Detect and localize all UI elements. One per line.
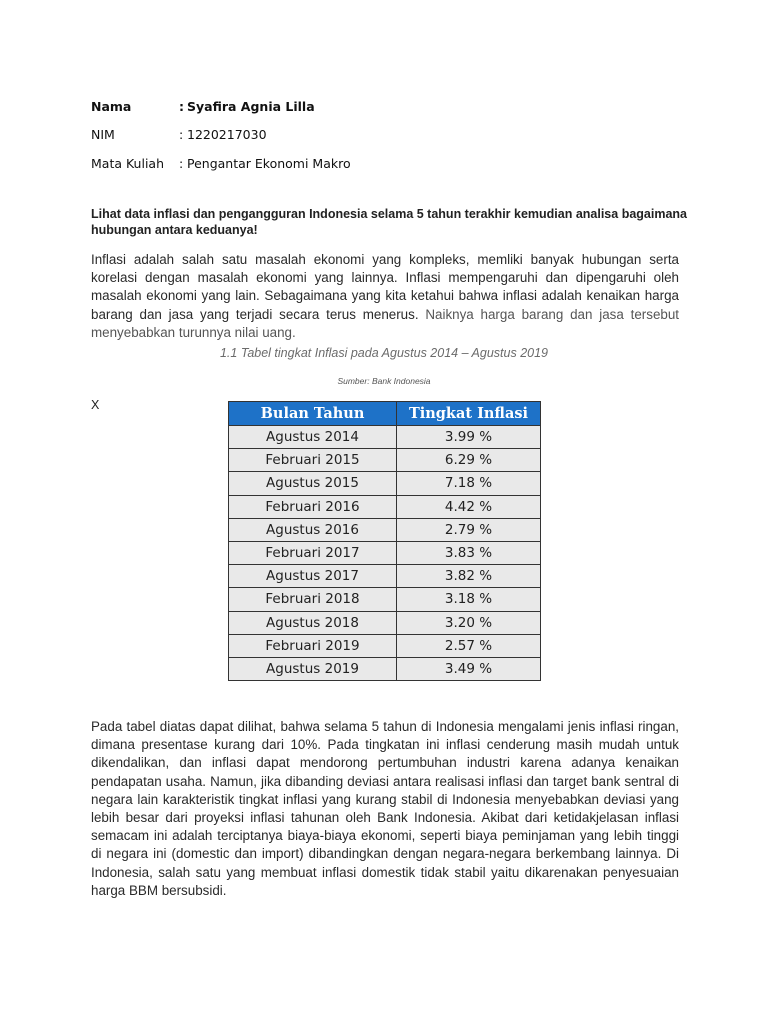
table-row	[229, 611, 541, 634]
identity-value: Pengantar Ekonomi Makro	[187, 155, 351, 171]
table-row	[229, 634, 541, 657]
identity-label: Mata Kuliah	[91, 155, 165, 171]
identity-separator: :	[179, 127, 184, 143]
cell-rate: 2.57 %	[397, 634, 541, 657]
cell-rate: 3.99 %	[397, 426, 541, 449]
identity-row-name	[91, 92, 351, 121]
cell-rate: 3.82 %	[397, 565, 541, 588]
table-row	[229, 495, 541, 518]
cell-rate: 3.20 %	[397, 611, 541, 634]
cell-rate: 6.29 %	[397, 449, 541, 472]
cell-period: Agustus 2016	[229, 518, 397, 541]
cell-period: Februari 2018	[229, 588, 397, 611]
identity-block	[91, 92, 351, 178]
table-row	[229, 565, 541, 588]
cell-period: Agustus 2019	[229, 657, 397, 680]
assignment-question: Lihat data inflasi dan pengangguran Indonesia selama 5 tahun terakhir kemudian analisa bagaimana hubungan antara keduanya!	[91, 207, 687, 237]
table-caption: 1.1 Tabel tingkat Inflasi pada Agustus 2014 – Agustus 2019	[219, 346, 548, 360]
table-header-row	[229, 402, 541, 426]
identity-label: NIM	[91, 127, 115, 143]
cell-period: Agustus 2015	[229, 472, 397, 495]
cell-rate: 3.49 %	[397, 657, 541, 680]
cell-period: Agustus 2017	[229, 565, 397, 588]
table-source: Sumber: Bank Indonesia	[337, 376, 431, 386]
table-row	[229, 657, 541, 680]
stray-marker: X	[91, 398, 100, 412]
cell-rate: 3.83 %	[397, 541, 541, 564]
inflation-table	[228, 401, 541, 681]
cell-period: Februari 2016	[229, 495, 397, 518]
identity-value: Syafira Agnia Lilla	[187, 98, 315, 114]
cell-period: Agustus 2014	[229, 426, 397, 449]
identity-value: 1220217030	[187, 127, 267, 143]
identity-separator: :	[179, 155, 184, 171]
header-month-year: Bulan Tahun	[229, 402, 397, 426]
cell-rate: 3.18 %	[397, 588, 541, 611]
table-row	[229, 426, 541, 449]
identity-row-nim	[91, 121, 351, 150]
cell-period: Februari 2017	[229, 541, 397, 564]
table-row	[229, 472, 541, 495]
cell-period: Februari 2015	[229, 449, 397, 472]
table-row	[229, 449, 541, 472]
intro-paragraph-tail: Naiknya harga barang dan jasa tersebut menyebabkan turunnya nilai uang.	[91, 306, 679, 340]
intro-paragraph-main: Inflasi adalah salah satu masalah ekonomi yang kompleks, memliki banyak hubungan serta korelasi dengan masalah ekonomi yang lainnya. Inflasi mempengaruhi dan dipengaruhi oleh masalah ekonomi yang lain. Sebagaimana yang kita ketahui bahwa inflasi adalah kenaikan harga barang dan jasa yang terjadi secara terus menerus.	[91, 252, 679, 322]
identity-label: Nama	[91, 98, 132, 114]
cell-rate: 7.18 %	[397, 472, 541, 495]
cell-rate: 4.42 %	[397, 495, 541, 518]
cell-period: Agustus 2018	[229, 611, 397, 634]
intro-paragraph	[91, 251, 679, 342]
table-row	[229, 518, 541, 541]
identity-row-course	[91, 149, 351, 178]
cell-period: Februari 2019	[229, 634, 397, 657]
identity-separator: :	[179, 98, 184, 114]
cell-rate: 2.79 %	[397, 518, 541, 541]
header-inflation-rate: Tingkat Inflasi	[397, 402, 541, 426]
analysis-paragraph: Pada tabel diatas dapat dilihat, bahwa selama 5 tahun di Indonesia mengalami jenis inflasi ringan, dimana presentase kurang dari 10%. Pada tingkatan ini inflasi cenderung masih mudah untuk dikendalikan, dan inflasi dapat mendorong pertumbuhan industri karena adanya kenaikan pendapatan usaha. Namun, jika dibanding deviasi antara realisasi inflasi dan target bank sentral di negara lain karakteristik tingkat inflasi yang kurang stabil di Indonesia menyebabkan deviasi yang lebih besar dari proyeksi inflasi tahunan oleh Bank Indonesia. Akibat dari ketidakjelasan inflasi semacam ini adalah terciptanya biaya-biaya ekonomi, seperti biaya peminjaman yang lebih tinggi di negara ini (domestic dan import) dibandingkan dengan negara-negara berkembang lainnya. Di Indonesia, salah satu yang membuat inflasi domestik tidak stabil yaitu dikarenakan penyesuaian harga BBM bersubsidi.	[91, 719, 679, 898]
table-row	[229, 541, 541, 564]
table-row	[229, 588, 541, 611]
